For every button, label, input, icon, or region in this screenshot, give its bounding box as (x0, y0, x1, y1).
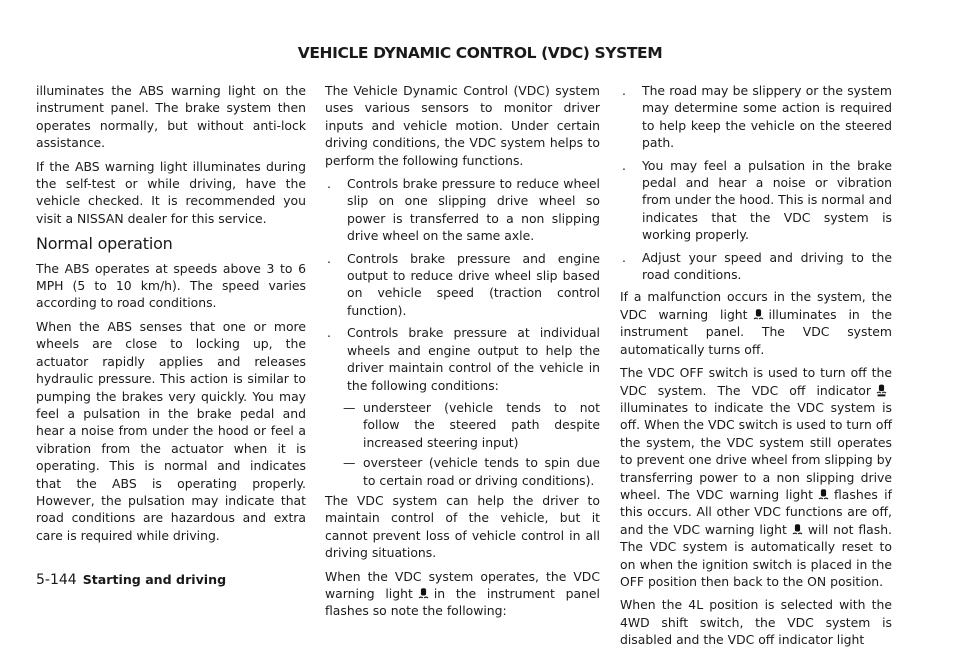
vdc-off-icon (875, 384, 888, 397)
paragraph: When the ABS senses that one or more wheels are close to locking up, the actuator rapidly applies and releases hydraulic pressure. This action is similar to pumping the brakes very quickly. You may feel a pulsation in the brake pedal and hear a noise from under the hood or feel a vibration from the actuator when it is operating. This is normal and indicates that the ABS is operating properly. However, the pulsation may indicate that road conditions are hazardous and extra care is required while driving. (36, 318, 306, 543)
text-run: illuminates in the instrument panel. The VDC system automatically turns off. (620, 306, 892, 357)
bullet-item (620, 157, 892, 244)
vdc-warning-icon (817, 488, 830, 501)
bullet-mark: . (327, 250, 331, 266)
paragraph (620, 288, 892, 358)
vdc-warning-icon (417, 587, 430, 600)
bullet-text: The road may be slippery or the system may determine some action is required to help keep the vehicle on the steered path. (642, 83, 892, 151)
paragraph (325, 568, 600, 620)
text-run: will not flash. The VDC system is automatically reset to on when the ignition switch is placed in the OFF position then back to the ON position. (620, 521, 892, 589)
text-run: If a malfunction occurs in the system, the VDC warning light (620, 289, 892, 322)
bullet-mark: . (622, 249, 626, 265)
dash-text: understeer (vehicle tends to not follow the steered path despite increased steering input) (363, 399, 600, 450)
vdc-warning-icon (752, 308, 765, 321)
bullet-text: Controls brake pressure and engine output to reduce drive wheel slip based on vehicle speed (traction control function). (347, 250, 600, 318)
bullet-mark: . (327, 176, 331, 192)
text-run: illuminates to indicate the VDC system is off. When the VDC switch is used to turn off the system, the VDC system still operates to prevent one drive wheel from slipping by transferring power to a non slipping drive wheel. The VDC warning light (620, 399, 892, 502)
text-run: flashes if this occurs. All other VDC functions are off, and the VDC warning light (620, 486, 892, 537)
bullet-item (325, 175, 600, 245)
section-title: Starting and driving (82, 572, 227, 587)
paragraph: The VDC system can help the driver to maintain control of the vehicle, but it cannot prevent loss of vehicle control in all driving situations. (325, 492, 600, 561)
text-run: in the instrument panel flashes so note the following: (325, 585, 600, 619)
subheading-normal-operation: Normal operation (36, 234, 173, 254)
dash-text: oversteer (vehicle tends to spin due to certain road or driving conditions). (363, 455, 600, 488)
bullet-text: Controls brake pressure to reduce wheel slip on one slipping drive wheel so power is transferred to a non slipping drive wheel on the same axle. (347, 176, 600, 244)
bullet-item (325, 324, 600, 394)
page-number: 5-144 (36, 572, 77, 588)
paragraph: If the ABS warning light illuminates during the self-test or while driving, have the vehicle checked. It is recommended you visit a NISSAN dealer for this service. (36, 158, 306, 226)
vdc-warning-icon (791, 523, 804, 536)
column-left (36, 82, 306, 550)
dash-item (325, 399, 600, 451)
text-run: When the VDC system operates, the VDC warning light (325, 568, 600, 601)
bullet-mark: . (327, 325, 331, 341)
bullet-mark: . (622, 157, 626, 173)
bullet-text: Controls brake pressure at individual wheels and engine output to help the driver maintain control of the vehicle in the following conditions: (347, 325, 600, 393)
page-footer (36, 572, 226, 588)
bullet-mark: . (622, 83, 626, 98)
section-header: VEHICLE DYNAMIC CONTROL (VDC) SYSTEM (297, 44, 663, 62)
paragraph: The ABS operates at speeds above 3 to 6 MPH (5 to 10 km/h). The speed varies according to road conditions. (36, 260, 306, 311)
dash-mark: — (343, 455, 356, 471)
bullet-text: Adjust your speed and driving to the road conditions. (642, 249, 892, 283)
dash-mark: — (343, 399, 356, 415)
dash-item (325, 454, 600, 489)
bullet-item (325, 250, 600, 320)
paragraph: When the 4L position is selected with the 4WD shift switch, the VDC system is disabled and the VDC off indicator light (620, 597, 892, 648)
paragraph: The Vehicle Dynamic Control (VDC) system uses various sensors to monitor driver inputs and vehicle motion. Under certain driving conditions, the VDC system helps to perform the following functions. (325, 83, 600, 168)
text-run: The VDC OFF switch is used to turn off the VDC system. The VDC off indicator (620, 365, 892, 398)
bullet-item (620, 82, 892, 152)
paragraph: illuminates the ABS warning light on the instrument panel. The brake system then operates normally, but without anti-lock assistance. (36, 83, 306, 151)
bullet-text: You may feel a pulsation in the brake pedal and hear a noise or vibration from under the hood. This is normal and indicates that the VDC system is working properly. (642, 157, 892, 243)
column-right (620, 82, 892, 655)
bullet-item (620, 249, 892, 284)
paragraph (620, 364, 892, 590)
column-middle (325, 82, 600, 626)
